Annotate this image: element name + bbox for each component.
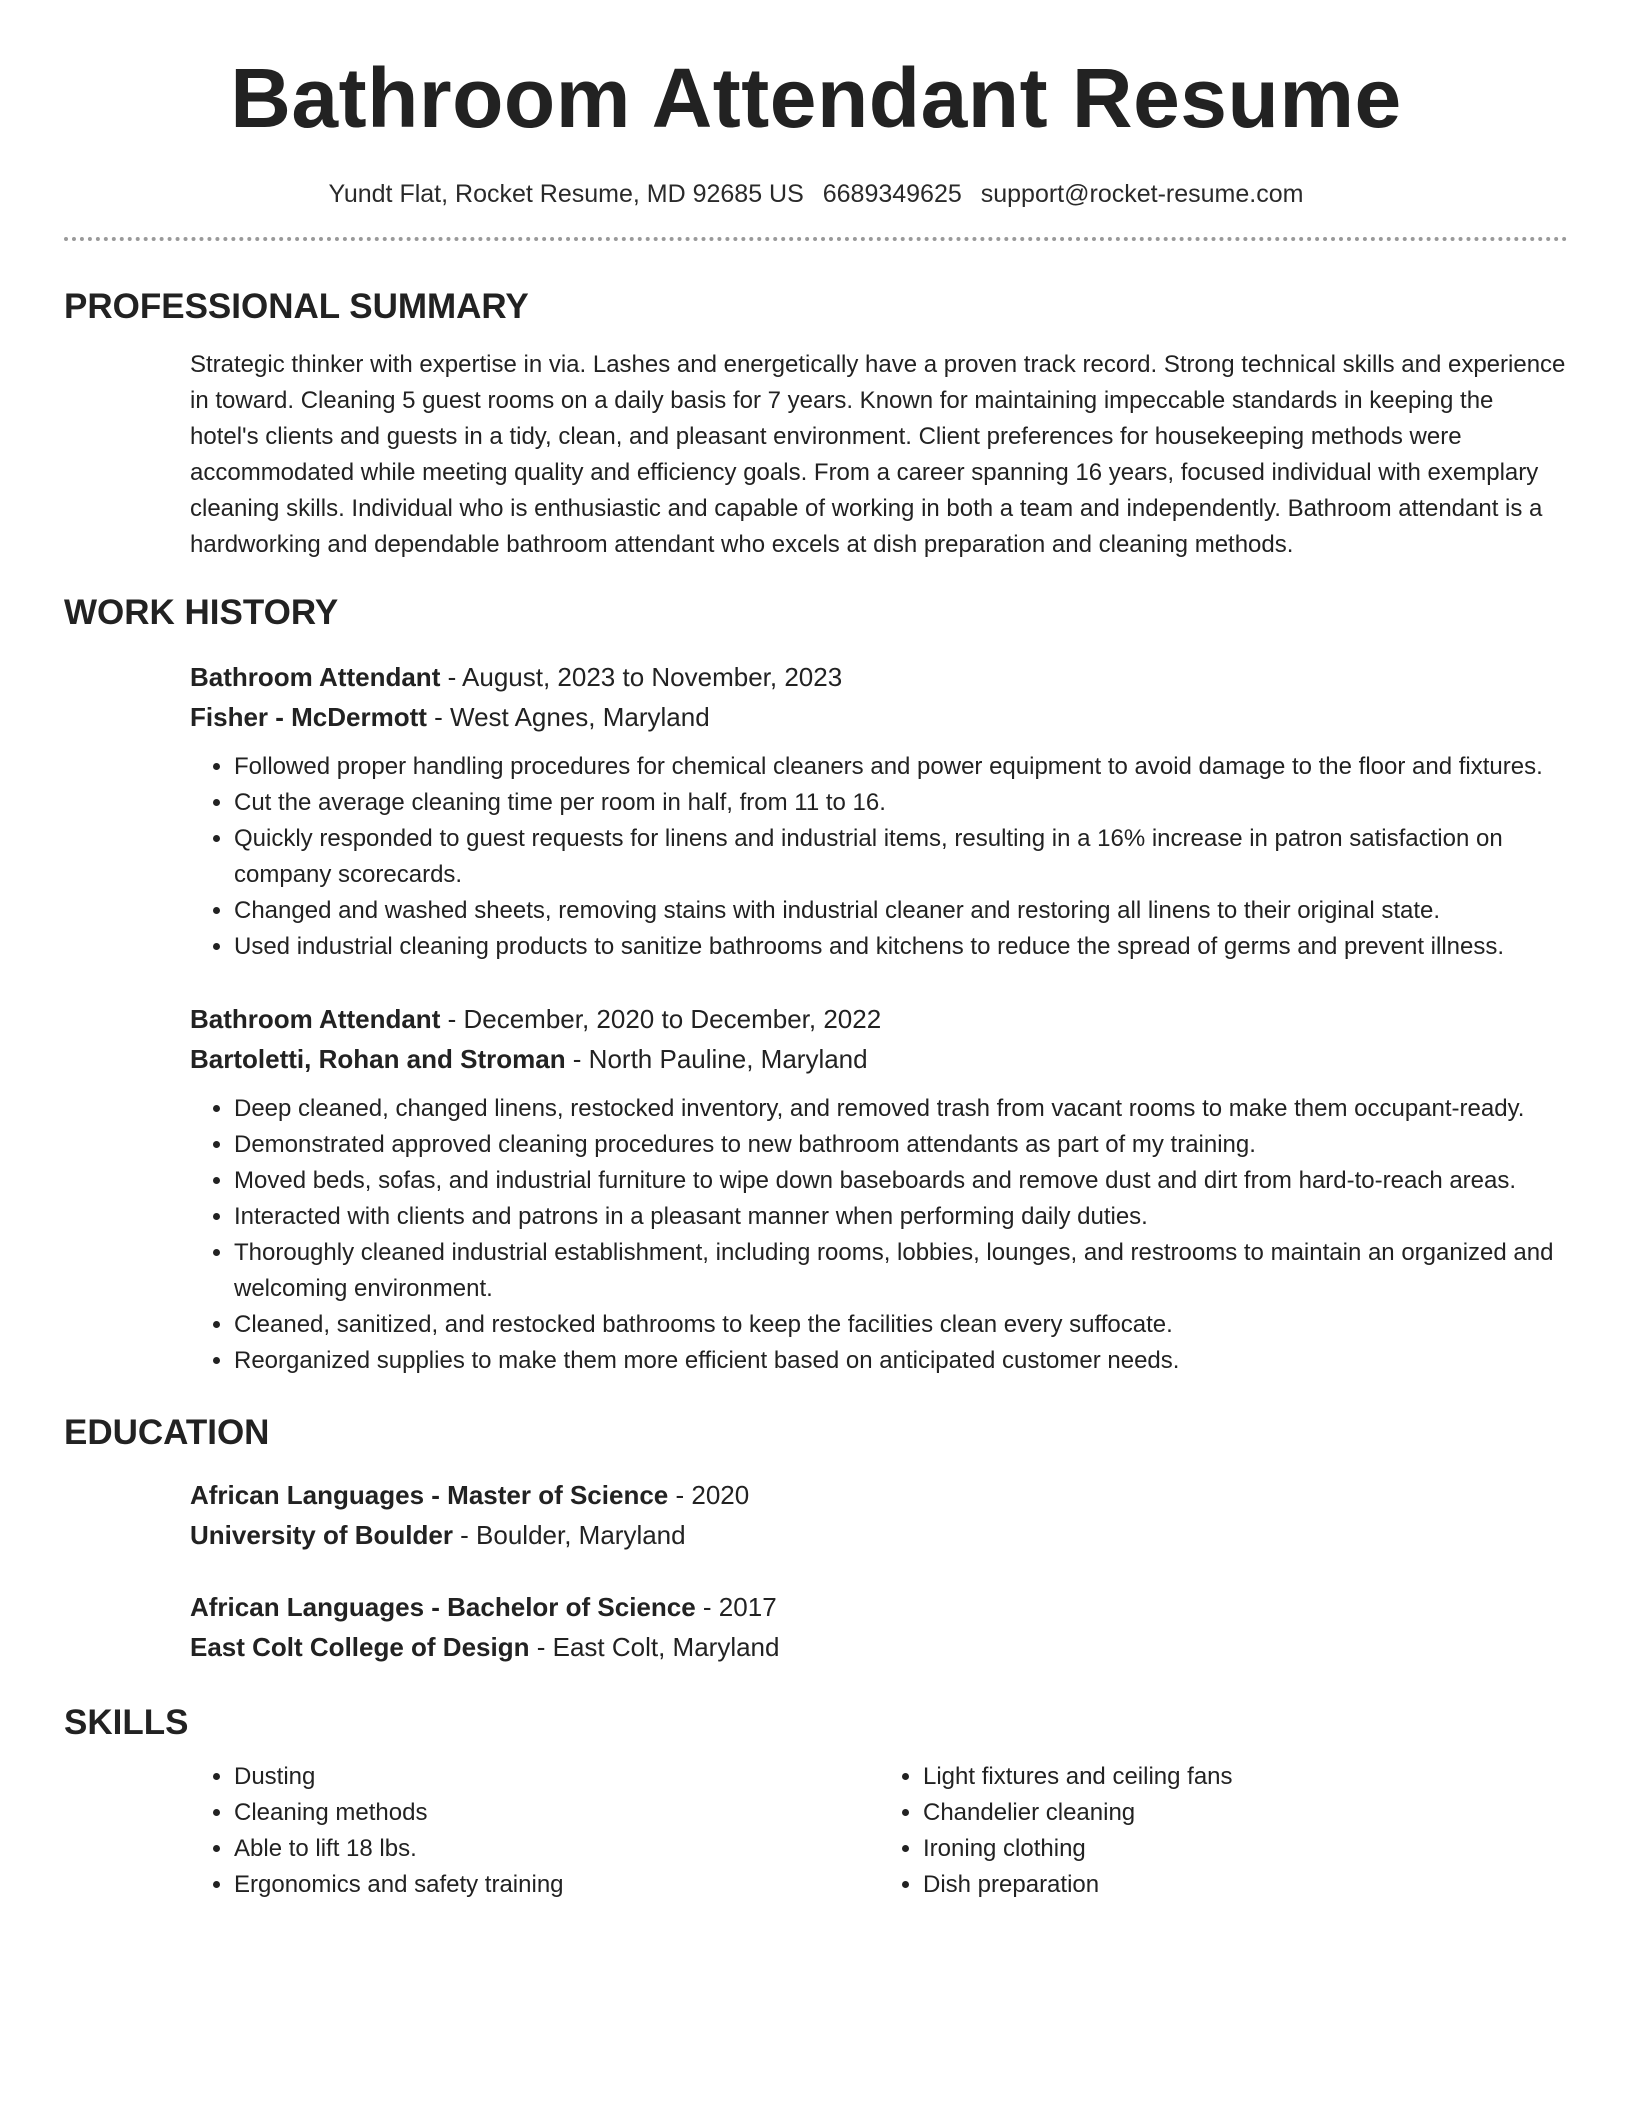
summary-heading: PROFESSIONAL SUMMARY: [64, 287, 529, 327]
school-location: - East Colt, Maryland: [529, 1632, 780, 1663]
school: East Colt College of Design: [190, 1632, 530, 1663]
skills-columns: [190, 1759, 1568, 1903]
job-entry: [190, 657, 1568, 965]
skill-item: • Dish preparation: [923, 1867, 1568, 1903]
skill-item: • Able to lift 18 lbs.: [234, 1831, 879, 1867]
job-company: Fisher - McDermott: [190, 702, 427, 733]
job-dates: - December, 2020 to December, 2022: [440, 1004, 882, 1035]
degree-line: [190, 1475, 1568, 1515]
skill-item: • Ergonomics and safety training: [234, 1867, 879, 1903]
skills-left-list: [190, 1759, 879, 1903]
education-entry: [190, 1475, 1568, 1555]
job-location: - North Pauline, Maryland: [565, 1044, 868, 1075]
skill-item: • Dusting: [234, 1759, 879, 1795]
work-history-section: [64, 593, 1568, 1379]
list-item: • Demonstrated approved cleaning procedures to new bathroom attendants as part of my training.: [234, 1127, 1568, 1163]
list-item: • Followed proper handling procedures for chemical cleaners and power equipment to avoid damage to the floor and fixtures.: [234, 749, 1568, 785]
list-item: • Quickly responded to guest requests for linens and industrial items, resulting in a 16% increase in patron satisfaction on company scorecards.: [234, 821, 1568, 893]
job-bullets: [190, 1091, 1568, 1379]
list-item: • Used industrial cleaning products to sanitize bathrooms and kitchens to reduce the spread of germs and prevent illness.: [234, 929, 1568, 965]
degree-line: [190, 1587, 1568, 1627]
school: University of Boulder: [190, 1520, 453, 1551]
contact-email[interactable]: support@rocket-resume.com: [980, 180, 1304, 209]
list-item: • Reorganized supplies to make them more efficient based on anticipated customer needs.: [234, 1343, 1568, 1379]
job-company-line: [190, 697, 1568, 737]
contact-phone: 6689349625: [822, 180, 962, 209]
education-entry: [190, 1587, 1568, 1667]
education-section: [64, 1413, 1568, 1667]
skills-heading: SKILLS: [64, 1703, 189, 1743]
list-item: • Cleaned, sanitized, and restocked bathrooms to keep the facilities clean every suffocate.: [234, 1307, 1568, 1343]
list-item: • Thoroughly cleaned industrial establishment, including rooms, lobbies, lounges, and restrooms to maintain an organized and welcoming environment.: [234, 1235, 1568, 1307]
degree-year: - 2017: [695, 1592, 777, 1623]
summary-section: [64, 287, 1568, 563]
job-role-line: [190, 999, 1568, 1039]
job-location: - West Agnes, Maryland: [426, 702, 710, 733]
degree-year: - 2020: [668, 1480, 750, 1511]
list-item: • Interacted with clients and patrons in a pleasant manner when performing daily duties.: [234, 1199, 1568, 1235]
skill-item: • Chandelier cleaning: [923, 1795, 1568, 1831]
skill-item: • Cleaning methods: [234, 1795, 879, 1831]
job-dates: - August, 2023 to November, 2023: [440, 662, 843, 693]
skill-item: • Ironing clothing: [923, 1831, 1568, 1867]
school-line: [190, 1515, 1568, 1555]
job-role: Bathroom Attendant: [190, 1004, 441, 1035]
degree: African Languages - Master of Science: [190, 1480, 669, 1511]
work-history-heading: WORK HISTORY: [64, 593, 339, 633]
contact-address: Yundt Flat, Rocket Resume, MD 92685 US: [328, 180, 804, 209]
school-location: - Boulder, Maryland: [452, 1520, 686, 1551]
job-bullets: [190, 749, 1568, 965]
resume-header: [64, 0, 1568, 241]
skills-section: [64, 1703, 1568, 1903]
degree: African Languages - Bachelor of Science: [190, 1592, 696, 1623]
summary-text: Strategic thinker with expertise in via. Lashes and energetically have a proven track record. Strong technical skills and experience in toward. Cleaning 5 guest rooms on a daily basis for 7 years. Known for maintaining impeccable standards in keeping the hotel's clients and guests in a tidy, clean, and pleasant environment. Client preferences for housekeeping methods were accommodated while meeting quality and efficiency goals. From a career spanning 16 years, focused individual with exemplary cleaning skills. Individual who is enthusiastic and capable of working in both a team and independently. Bathroom attendant is a hardworking and dependable bathroom attendant who excels at dish preparation and cleaning methods.: [190, 351, 1566, 559]
resume-title: Bathroom Attendant Resume: [230, 51, 1402, 145]
list-item: • Changed and washed sheets, removing stains with industrial cleaner and restoring all linens to their original state.: [234, 893, 1568, 929]
list-item: • Moved beds, sofas, and industrial furniture to wipe down baseboards and remove dust and dirt from hard-to-reach areas.: [234, 1163, 1568, 1199]
contact-line: [64, 180, 1568, 209]
education-heading: EDUCATION: [64, 1413, 270, 1453]
school-line: [190, 1627, 1568, 1667]
header-divider: [64, 237, 1568, 241]
job-company-line: [190, 1039, 1568, 1079]
list-item: • Cut the average cleaning time per room in half, from 11 to 16.: [234, 785, 1568, 821]
skills-right-list: [879, 1759, 1568, 1903]
list-item: • Deep cleaned, changed linens, restocked inventory, and removed trash from vacant rooms to make them occupant-ready.: [234, 1091, 1568, 1127]
job-entry: [190, 999, 1568, 1379]
job-company: Bartoletti, Rohan and Stroman: [190, 1044, 566, 1075]
skill-item: • Light fixtures and ceiling fans: [923, 1759, 1568, 1795]
job-role: Bathroom Attendant: [190, 662, 441, 693]
job-role-line: [190, 657, 1568, 697]
